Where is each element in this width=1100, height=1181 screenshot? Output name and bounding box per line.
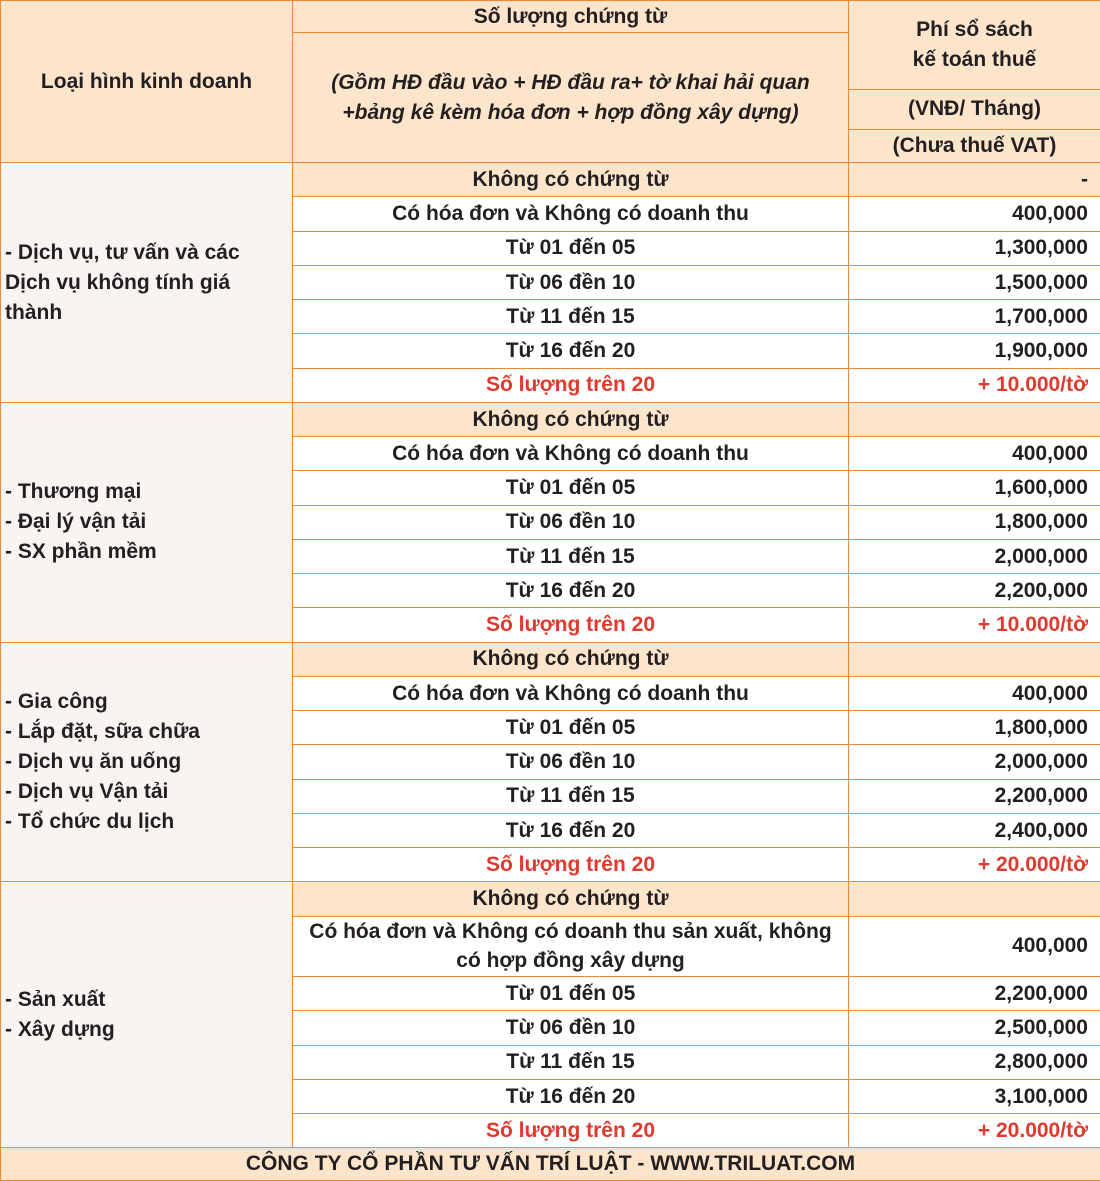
table-row (1, 163, 1100, 197)
fee-cell: 2,500,000 (849, 1011, 1100, 1045)
fee-cell: 2,800,000 (849, 1045, 1100, 1079)
header-fee-title-line1: Phí sổ sách (916, 17, 1033, 41)
business-type-line: - Đại lý vận tải (5, 510, 147, 534)
fee-cell (849, 402, 1100, 436)
document-count-cell: Từ 11 đến 15 (293, 539, 849, 573)
document-count-cell: Số lượng trên 20 (293, 368, 849, 402)
document-count-cell: Từ 16 đến 20 (293, 574, 849, 608)
fee-cell: 1,300,000 (849, 231, 1100, 265)
company-footer: CÔNG TY CỔ PHẦN TƯ VẤN TRÍ LUẬT - WWW.TRILUAT.COM (1, 1148, 1100, 1181)
header-docs-note: (Gồm HĐ đầu vào + HĐ đầu ra+ tờ khai hải quan +bảng kê kèm hóa đơn + hợp đồng xây dựng) (293, 33, 849, 163)
fee-cell: 2,000,000 (849, 745, 1100, 779)
fee-cell: 2,200,000 (849, 977, 1100, 1011)
document-count-cell: Không có chứng từ (293, 163, 849, 197)
table-row (1, 402, 1100, 436)
document-count-cell: Từ 06 đền 10 (293, 505, 849, 539)
document-count-cell: Từ 11 đến 15 (293, 1045, 849, 1079)
table-row (1, 642, 1100, 676)
document-count-cell: Có hóa đơn và Không có doanh thu (293, 437, 849, 471)
document-count-cell: Từ 01 đến 05 (293, 231, 849, 265)
document-count-cell: Từ 16 đến 20 (293, 813, 849, 847)
header-business-type: Loại hình kinh doanh (1, 1, 293, 163)
document-count-cell: Số lượng trên 20 (293, 1114, 849, 1148)
fee-cell: 2,400,000 (849, 813, 1100, 847)
business-type-line: thành (5, 300, 63, 324)
fee-cell: 1,900,000 (849, 334, 1100, 368)
document-count-cell: Số lượng trên 20 (293, 848, 849, 882)
fee-cell: + 20.000/tờ (849, 848, 1100, 882)
business-type-line: - Tổ chức du lịch (5, 810, 175, 834)
fee-cell (849, 642, 1100, 676)
document-count-cell: Không có chứng từ (293, 882, 849, 916)
document-count-cell: Từ 01 đến 05 (293, 977, 849, 1011)
fee-cell: 1,600,000 (849, 471, 1100, 505)
header-fee-title (849, 1, 1100, 90)
business-type-cell (1, 163, 293, 403)
fee-cell: + 10.000/tờ (849, 608, 1100, 642)
header-fee-title-line2: kế toán thuế (912, 47, 1037, 71)
business-type-line: - Thương mại (5, 480, 142, 504)
business-type-cell (1, 402, 293, 642)
footer-row (1, 1148, 1100, 1181)
document-count-cell: Từ 01 đến 05 (293, 471, 849, 505)
table-row (1, 882, 1100, 916)
business-type-cell (1, 882, 293, 1148)
fee-cell: 2,000,000 (849, 539, 1100, 573)
document-count-cell: Không có chứng từ (293, 642, 849, 676)
business-type-line: - SX phần mềm (5, 540, 157, 564)
header-fee-unit: (VNĐ/ Tháng) (849, 89, 1100, 129)
fee-cell: 400,000 (849, 676, 1100, 710)
business-type-line: - Dịch vụ, tư vấn và các (5, 240, 240, 264)
fee-cell: 400,000 (849, 916, 1100, 976)
header-docs-title: Số lượng chứng từ (293, 1, 849, 33)
fee-cell: - (849, 163, 1100, 197)
business-type-line: - Lắp đặt, sữa chữa (5, 720, 200, 744)
business-type-line: - Dịch vụ Vận tải (5, 780, 169, 804)
fee-cell: 3,100,000 (849, 1079, 1100, 1113)
fee-cell: 1,800,000 (849, 711, 1100, 745)
business-type-line: - Sản xuất (5, 987, 106, 1011)
business-type-line: - Gia công (5, 690, 108, 714)
fee-cell (849, 882, 1100, 916)
document-count-cell: Không có chứng từ (293, 402, 849, 436)
fee-cell: 1,500,000 (849, 265, 1100, 299)
document-count-cell: Có hóa đơn và Không có doanh thu (293, 676, 849, 710)
business-type-line: Dịch vụ không tính giá (5, 270, 231, 294)
fee-cell: + 10.000/tờ (849, 368, 1100, 402)
document-count-cell: Có hóa đơn và Không có doanh thu (293, 197, 849, 231)
header-fee-vat: (Chưa thuế VAT) (849, 129, 1100, 162)
document-count-cell: Từ 11 đến 15 (293, 300, 849, 334)
document-count-cell: Số lượng trên 20 (293, 608, 849, 642)
document-count-cell: Từ 06 đền 10 (293, 265, 849, 299)
fee-cell: 1,700,000 (849, 300, 1100, 334)
document-count-cell: Từ 16 đến 20 (293, 1079, 849, 1113)
business-type-cell (1, 642, 293, 882)
fee-cell: 400,000 (849, 197, 1100, 231)
fee-cell: 2,200,000 (849, 574, 1100, 608)
business-type-line: - Dịch vụ ăn uống (5, 750, 182, 774)
fee-cell: 2,200,000 (849, 779, 1100, 813)
document-count-cell: Từ 01 đến 05 (293, 711, 849, 745)
document-count-cell: Từ 11 đến 15 (293, 779, 849, 813)
fee-cell: 1,800,000 (849, 505, 1100, 539)
fee-cell: + 20.000/tờ (849, 1114, 1100, 1148)
document-count-cell: Từ 06 đền 10 (293, 1011, 849, 1045)
document-count-cell: Từ 06 đền 10 (293, 745, 849, 779)
document-count-cell: Từ 16 đến 20 (293, 334, 849, 368)
document-count-cell: Có hóa đơn và Không có doanh thu sản xuất, không có hợp đồng xây dựng (293, 916, 849, 976)
fee-cell: 400,000 (849, 437, 1100, 471)
business-type-line: - Xây dựng (5, 1017, 115, 1041)
